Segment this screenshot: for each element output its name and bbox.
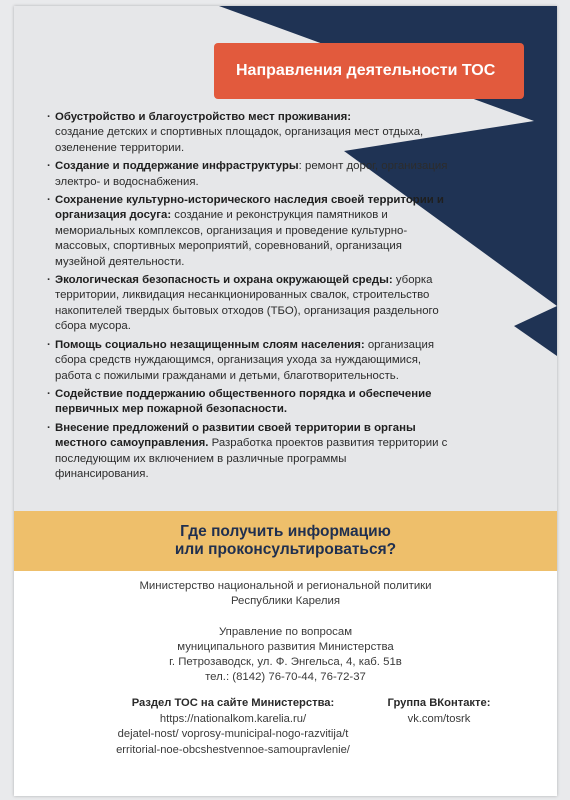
vk-link[interactable]: vk.com/tosrk: [407, 712, 471, 725]
bullet-icon: ·: [47, 387, 51, 400]
info-heading-line: Где получить информацию: [180, 523, 391, 540]
list-item: · Внесение предложений о развитии своей территории в органы местного самоуправления. Разработка проектов развития территории с последующим их включением в различные программы финансирования.: [47, 421, 537, 483]
item-heading: Сохранение культурно-исторического наследия своей территории и: [55, 194, 444, 207]
item-heading: Создание и поддержание инфраструктуры: [55, 160, 299, 173]
list-item: · Содействие поддержанию общественного порядка и обеспечение первичных мер пожарной безопасности.: [47, 387, 537, 418]
info-banner: [14, 511, 557, 571]
website-block: [78, 696, 388, 758]
vk-block: [364, 696, 514, 727]
info-heading-line: или проконсультироваться?: [174, 541, 397, 558]
item-heading: Обустройство и благоустройство мест проживания:: [55, 111, 352, 123]
section-title: Направления деятельности ТОС: [214, 43, 524, 99]
bullet-icon: ·: [47, 274, 51, 287]
list-item: · Создание и поддержание инфраструктуры: ремонт дорог, организация электро- и водоснабжения.: [47, 159, 537, 190]
phone-numbers: тел.: (8142) 76-70-44, 76-72-37: [205, 671, 366, 683]
bullet-icon: ·: [47, 111, 51, 123]
website-link[interactable]: erritorial-noe-obcshestvennoe-samoupravlenie/: [116, 743, 350, 756]
vk-label: Группа ВКонтакте:: [387, 697, 491, 709]
department-block: Управление по вопросам муниципального развития Министерства г. Петрозаводск, ул. Ф. Энгельса, 4, каб. 51в тел.: (8142) 76-70-44, 76-72-37: [14, 625, 557, 685]
list-item: · Помощь социально незащищенным слоям населения: организация сбора средств нуждающимся, организация ухода за нуждающимися, работа с пожилыми гражданами и детьми, благотворительность.: [47, 338, 537, 384]
bullet-icon: ·: [47, 194, 51, 207]
item-heading: Экологическая безопасность и охрана окружающей среды:: [55, 274, 393, 287]
item-heading: Содействие поддержанию общественного порядка и обеспечение: [55, 387, 432, 400]
list-item: · Сохранение культурно-исторического наследия своей территории и организация досуга: создание и реконструкция памятников и мемориальных комплексов, организация и проведение культурно- массовых, спортивных мероприятий, соревнований, организация музейной деятельности.: [47, 193, 537, 270]
item-heading: Помощь социально незащищенным слоям населения:: [55, 338, 365, 351]
document-page: [14, 6, 557, 796]
list-item: · Экологическая безопасность и охрана окружающей среды: уборка территории, ликвидация несанкционированных свалок, строительство накопителей твердых бытовых отходов (ТБО), организация раздельного сбора мусора.: [47, 273, 537, 335]
list-item: · Обустройство и благоустройство мест проживания: создание детских и спортивных площадок, организация мест отдыха, озеленение территории.: [47, 110, 537, 156]
activities-list: [47, 110, 537, 485]
bullet-icon: ·: [47, 160, 51, 173]
website-link[interactable]: dejatel-nost/ voprosy-municipal-nogo-razvitija/t: [117, 728, 349, 740]
website-label: Раздел ТОС на сайте Министерства:: [131, 697, 335, 709]
website-link[interactable]: https://nationalkom.karelia.ru/: [159, 712, 307, 725]
ministry-block: Министерство национальной и региональной политики Республики Карелия: [139, 580, 432, 607]
contacts-section: [14, 571, 557, 685]
item-heading: Внесение предложений о развитии своей территории в органы: [55, 421, 416, 434]
bullet-icon: ·: [47, 421, 51, 434]
bullet-icon: ·: [47, 338, 51, 351]
